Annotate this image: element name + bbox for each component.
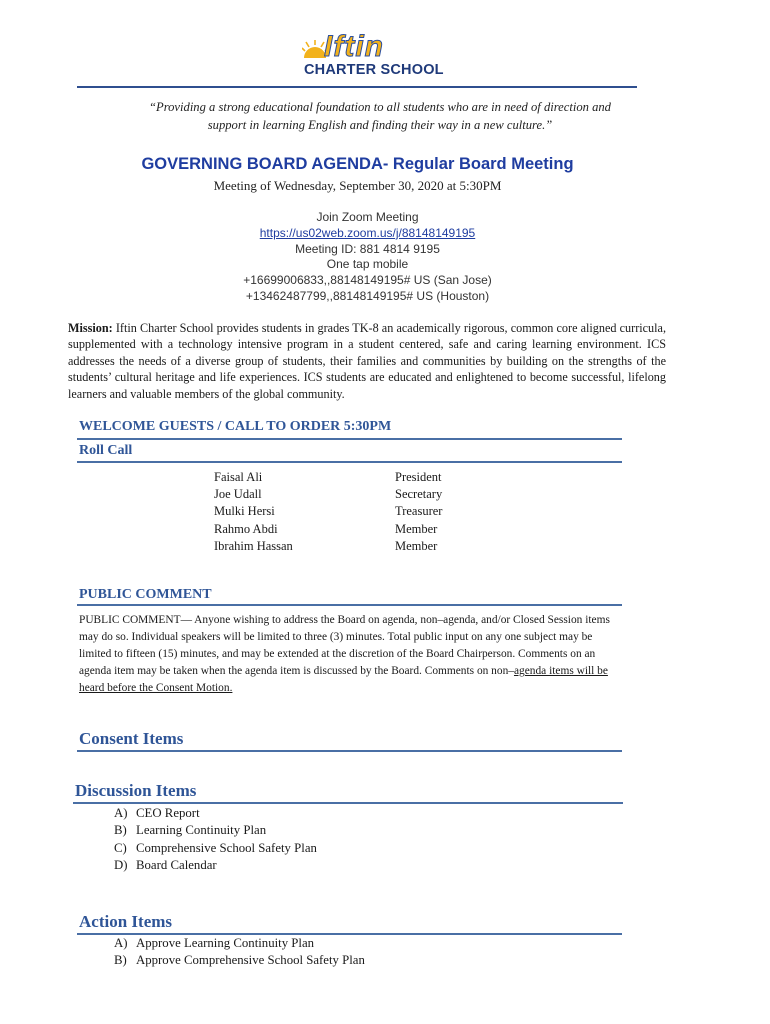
member-name: Rahmo Abdi [214,521,278,536]
welcome-divider [77,438,622,440]
consent-heading: Consent Items [79,729,184,748]
list-item [114,935,365,952]
member-role: Member [395,538,438,553]
item-text: Board Calendar [136,858,217,873]
list-item [214,486,442,503]
item-marker: B) [114,953,127,968]
roll-call-list [214,469,442,555]
mission-label: Mission: [68,321,113,335]
list-item [114,822,317,839]
member-role: President [395,470,442,484]
motto-line-2: support in learning English and finding their way in a new culture.” [207,118,553,132]
member-name: Joe Udall [214,487,262,502]
zoom-phone-1: +16699006833,,88148149195# US (San Jose) [243,273,492,288]
zoom-link[interactable]: https://us02web.zoom.us/j/88148149195 [259,225,476,240]
item-text: Learning Continuity Plan [136,823,267,838]
member-role: Treasurer [395,504,443,519]
school-motto [80,98,680,134]
item-marker: B) [114,823,127,838]
public-comment-heading: PUBLIC COMMENT [79,587,212,602]
mission-text: Iftin Charter School provides students in grades TK-8 an academically rigorous, common core aligned curricula, supplemented with a technology intensive program in a student centered, safe and caring learning environment. ICS addresses the needs of a diverse group of students, their families and communities by building on the strengths of the students’ cultural heritage and life experiences. ICS students are educated and enlightened to become successful, lifelong learners and valuable members of the global community. [68,321,666,401]
header-divider [77,86,637,88]
roll-call-divider [77,461,622,463]
list-item [114,840,317,857]
item-text: CEO Report [136,806,200,820]
item-marker: A) [114,806,128,820]
zoom-details [0,210,735,305]
item-text: Comprehensive School Safety Plan [136,840,317,855]
item-marker: C) [114,840,127,855]
item-marker: D) [114,858,128,873]
page-title: GOVERNING BOARD AGENDA- Regular Board Meeting [141,155,574,173]
member-name: Mulki Hersi [214,504,275,519]
list-item [114,952,365,969]
public-comment-divider [77,604,622,606]
welcome-heading: WELCOME GUESTS / CALL TO ORDER 5:30PM [79,419,392,434]
list-item [214,503,442,520]
member-role: Member [395,521,438,536]
member-name: Ibrahim Hassan [214,538,293,553]
discussion-divider [73,802,623,804]
zoom-phone-2: +13462487799,,88148149195# US (Houston) [245,288,490,303]
action-heading: Action Items [79,912,173,931]
list-item [214,469,442,486]
member-name: Faisal Ali [214,470,263,484]
list-item [214,521,442,538]
mission-statement [68,320,666,402]
zoom-one-tap: One tap mobile [326,257,409,272]
logo-subtitle: CHARTER SCHOOL [304,62,444,78]
discussion-heading: Discussion Items [75,781,197,800]
item-text: Approve Comprehensive School Safety Plan [136,953,365,968]
member-role: Secretary [395,487,443,502]
list-item [214,538,442,555]
logo-wordmark: Iftin [324,30,384,63]
public-comment-body [79,612,624,697]
school-logo [300,30,444,82]
meeting-date: Meeting of Wednesday, September 30, 2020 at 5:30PM [213,178,502,193]
list-item [114,857,317,874]
zoom-meeting-id: Meeting ID: 881 4814 9195 [295,241,440,256]
public-comment-text: PUBLIC COMMENT— Anyone wishing to address the Board on agenda, non–agenda, and/or Closed Session items may do so. Individual speakers will be limited to three (3) minutes. Total public input on any one subject may be limited to fifteen (15) minutes, and may be extended at the discretion of the Board Chairperson. Comments on an agenda item may be taken when the agenda item is discussed by the Board. Comments on non– [79,614,610,678]
action-list [114,935,365,970]
list-item [114,805,317,822]
consent-divider [77,750,622,752]
zoom-heading: Join Zoom Meeting [316,210,419,224]
item-marker: A) [114,936,128,950]
motto-line-1: “Providing a strong educational foundation to all students who are in need of direction and [149,100,611,114]
item-text: Approve Learning Continuity Plan [136,936,315,950]
roll-call-heading: Roll Call [79,443,133,458]
public-comment-underlined: agenda items will be heard before the Consent Motion. [79,665,608,695]
discussion-list [114,805,317,875]
